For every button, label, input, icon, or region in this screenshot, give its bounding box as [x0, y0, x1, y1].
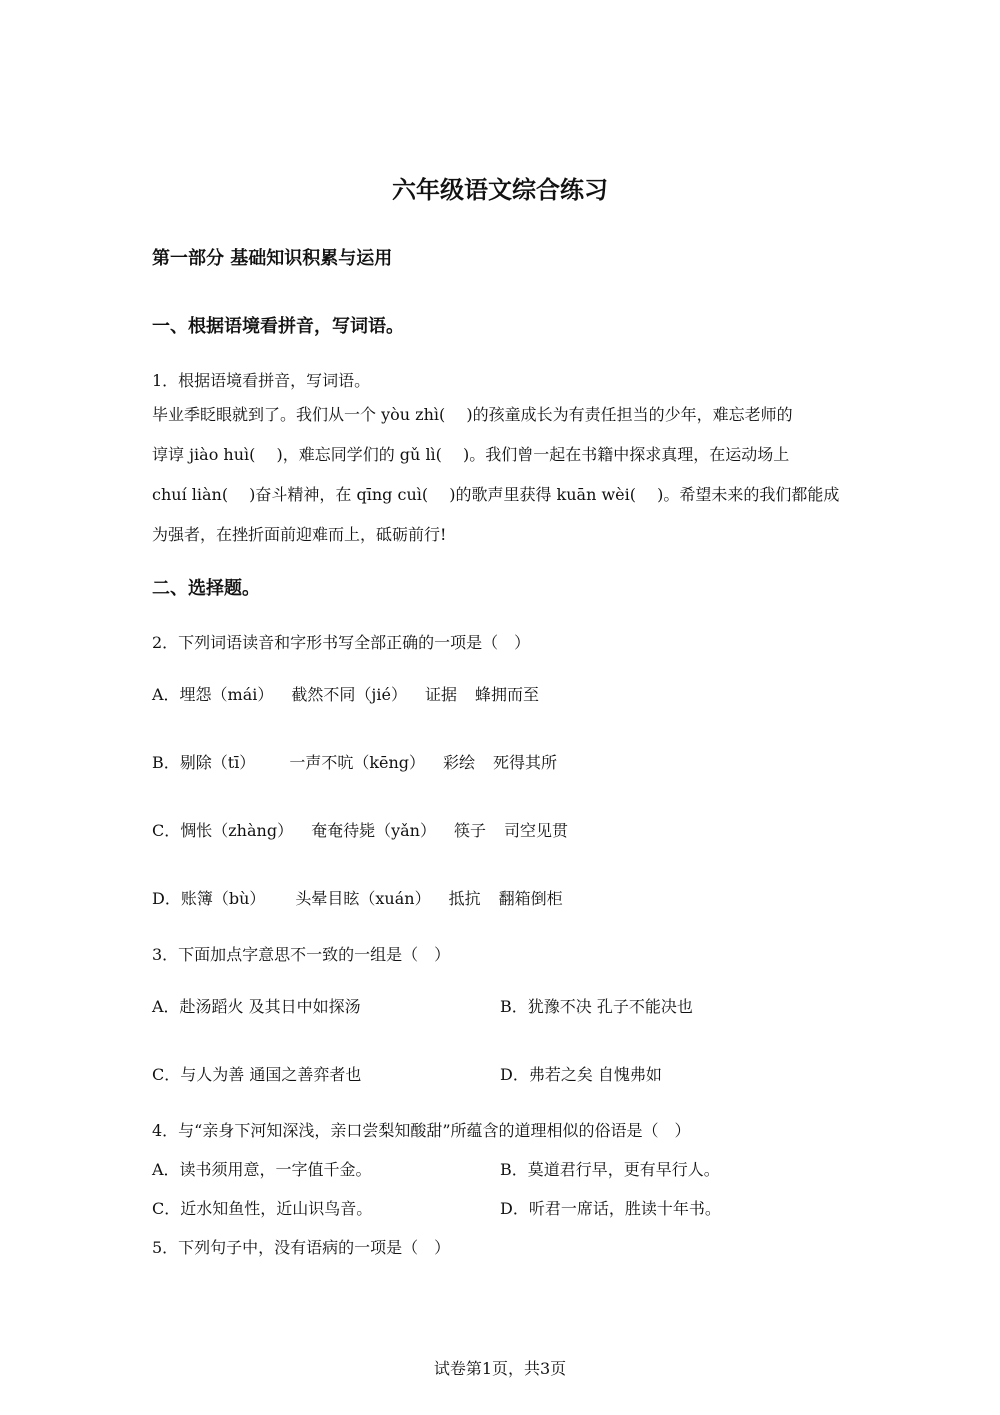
q3-option-b: B．犹豫不决 孔子不能决也 [500, 997, 693, 1016]
q4-option-c: C．近水知鱼性，近山识鸟音。 [152, 1199, 373, 1218]
q2-option-d: D．账簿（bù） 头晕目眩（xuán） 抵抗 翻箱倒柜 [152, 889, 563, 908]
page-title: 六年级语文综合练习 [392, 176, 608, 204]
q5-stem: 5．下列句子中，没有语病的一项是（ ） [152, 1238, 451, 1257]
q2-stem: 2．下列词语读音和字形书写全部正确的一项是（ ） [152, 633, 531, 652]
part-heading: 第一部分 基础知识积累与运用 [152, 248, 393, 269]
q2-option-c: C．惆怅（zhàng） 奄奄待毙（yǎn） 筷子 司空见贯 [152, 821, 568, 840]
q1-stem: 1．根据语境看拼音，写词语。 [152, 371, 371, 390]
section2-heading: 二、选择题。 [152, 578, 260, 599]
q4-option-a: A．读书须用意，一字值千金。 [152, 1160, 372, 1179]
q4-option-b: B．莫道君行早，更有早行人。 [500, 1160, 720, 1179]
q2-option-a: A．埋怨（mái） 截然不同（jié） 证据 蜂拥而至 [152, 685, 539, 704]
q3-option-c: C．与人为善 通国之善弈者也 [152, 1065, 362, 1084]
passage-line: chuí liàn( )奋斗精神，在 qīng cuì( )的歌声里获得 kuān wèi( )。希望未来的我们都能成 [152, 485, 840, 504]
q1-passage [152, 395, 852, 555]
section1-heading: 一、根据语境看拼音，写词语。 [152, 316, 404, 337]
passage-line: 毕业季眨眼就到了。我们从一个 yòu zhì( )的孩童成长为有责任担当的少年，难忘老师的 [152, 405, 793, 424]
passage-line: 谆谆 jiào huì( )，难忘同学们的 gǔ lì( )。我们曾一起在书籍中探求真理，在运动场上 [152, 445, 790, 464]
q2-option-b: B．剔除（tī） 一声不吭（kēng） 彩绘 死得其所 [152, 753, 558, 772]
q3-option-d: D．弗若之矣 自愧弗如 [500, 1065, 662, 1084]
q4-stem: 4．与“亲身下河知深浅，亲口尝梨知酸甜”所蕴含的道理相似的俗语是（ ） [152, 1121, 691, 1140]
q3-option-a: A．赴汤蹈火 及其日中如探汤 [152, 997, 361, 1016]
q3-stem: 3．下面加点字意思不一致的一组是（ ） [152, 945, 451, 964]
page-footer: 试卷第1页，共3页 [433, 1359, 567, 1378]
q4-option-d: D．听君一席话，胜读十年书。 [500, 1199, 721, 1218]
passage-line: 为强者，在挫折面前迎难而上，砥砺前行! [152, 525, 447, 544]
